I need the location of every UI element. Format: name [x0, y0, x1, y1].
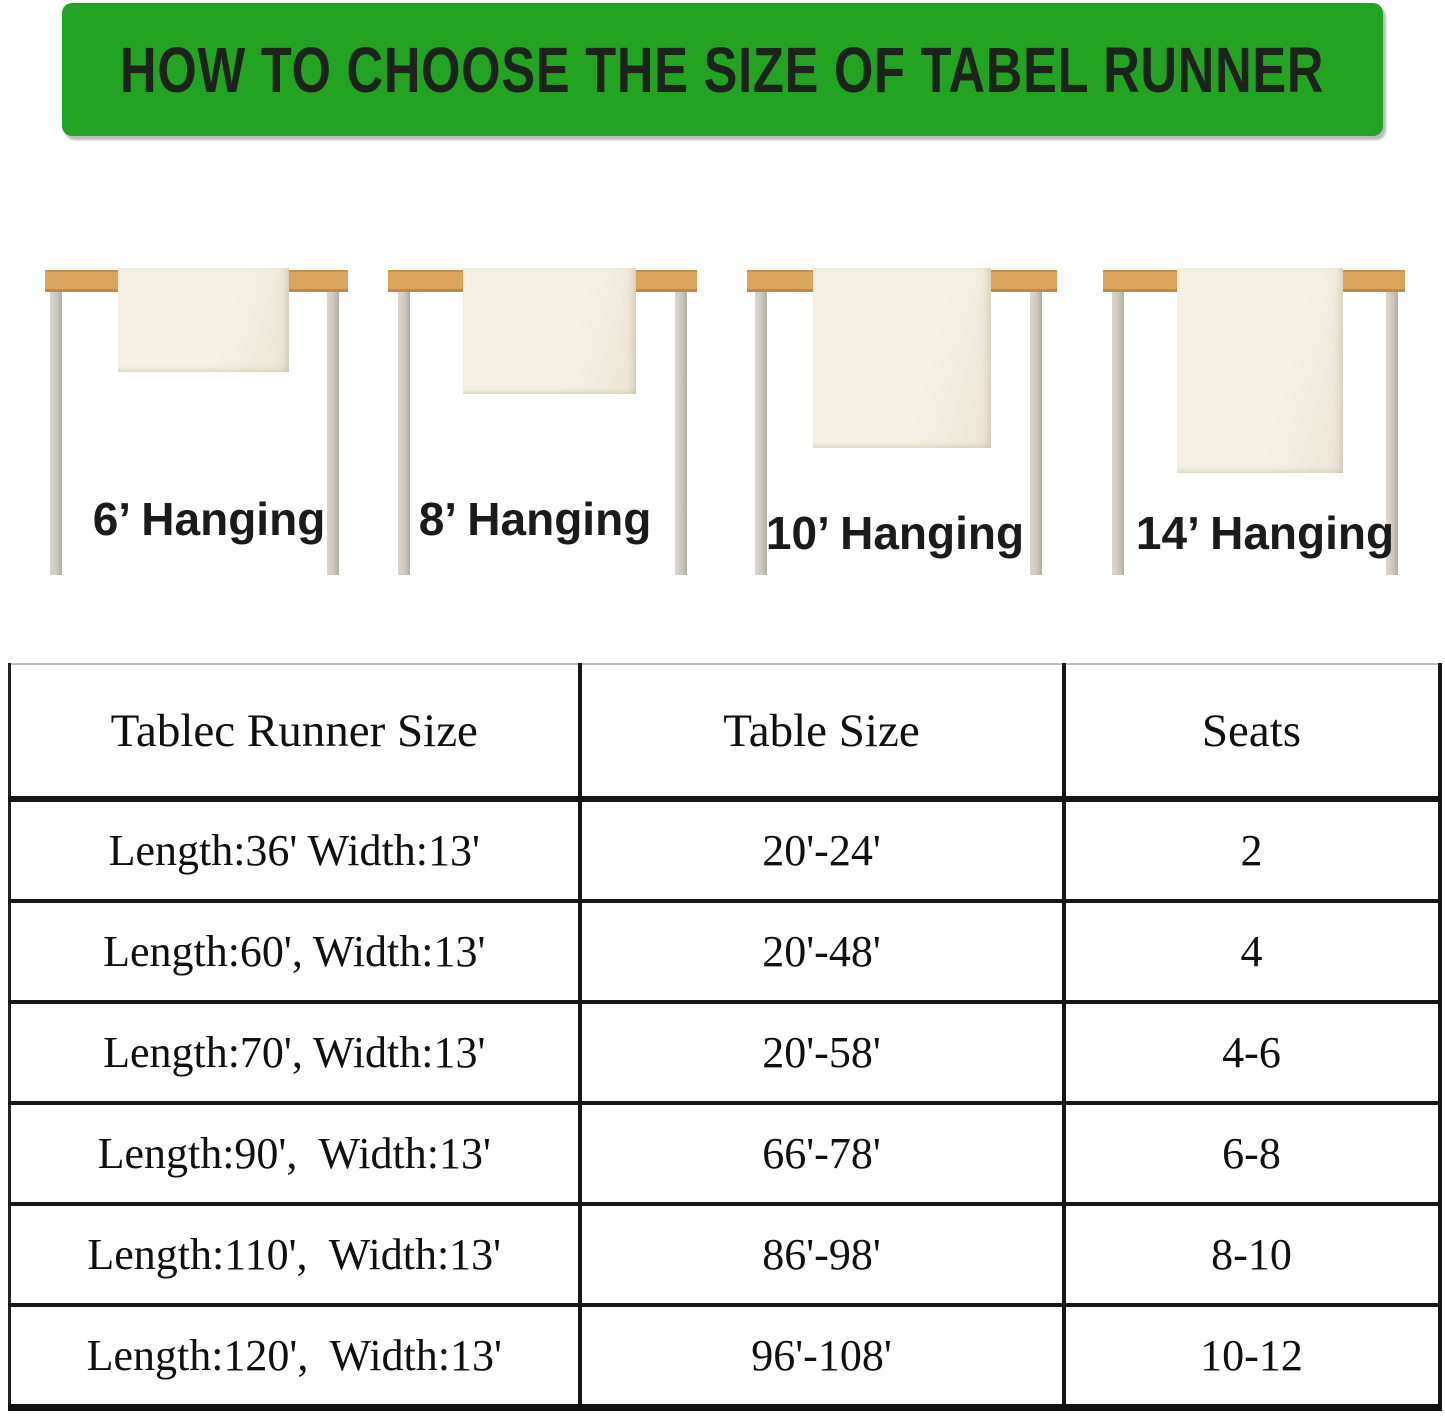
- header-table-size: Table Size: [580, 664, 1064, 799]
- table-row: [10, 901, 1440, 1002]
- cell-runner-size: Length:70', Width:13': [10, 1002, 580, 1103]
- cell-table-size: 66'-78': [580, 1103, 1064, 1204]
- hanging-length-label: 14’ Hanging: [1135, 507, 1395, 559]
- hanging-length-label: 10’ Hanging: [765, 507, 1025, 559]
- table-row: [10, 1204, 1440, 1305]
- header-runner-size: Tablec Runner Size: [10, 664, 580, 799]
- cell-seats: 8-10: [1064, 1204, 1440, 1305]
- header-row: [10, 664, 1440, 799]
- cell-runner-size: Length:60', Width:13': [10, 901, 580, 1002]
- cell-seats: 6-8: [1064, 1103, 1440, 1204]
- table-runner-drape: [1177, 268, 1343, 473]
- header-seats: Seats: [1064, 664, 1440, 799]
- table-row: [10, 1103, 1440, 1204]
- table-illustration-6ft: [45, 268, 348, 578]
- cell-seats: 4: [1064, 901, 1440, 1002]
- cell-table-size: 20'-48': [580, 901, 1064, 1002]
- table-leg-left: [1112, 292, 1124, 575]
- cell-table-size: 20'-58': [580, 1002, 1064, 1103]
- cell-table-size: 86'-98': [580, 1204, 1064, 1305]
- table-leg-right: [327, 292, 339, 575]
- table-leg-right: [1030, 292, 1042, 575]
- cell-runner-size: Length:120', Width:13': [10, 1305, 580, 1408]
- title-banner: [62, 3, 1383, 136]
- table-runner-drape: [118, 268, 289, 372]
- table-leg-right: [675, 292, 687, 575]
- table-illustration-14ft: [1103, 268, 1405, 578]
- table-runner-drape: [813, 268, 991, 448]
- cell-table-size: 96'-108': [580, 1305, 1064, 1408]
- cell-table-size: 20'-24': [580, 799, 1064, 901]
- hanging-length-label: 6’ Hanging: [92, 493, 326, 545]
- cell-runner-size: Length:36' Width:13': [10, 799, 580, 901]
- table-illustration-8ft: [388, 268, 697, 578]
- size-guide-table: [8, 663, 1438, 1411]
- table-row: [10, 1305, 1440, 1408]
- cell-seats: 2: [1064, 799, 1440, 901]
- table-illustration-10ft: [747, 268, 1057, 578]
- table-leg-left: [50, 292, 62, 575]
- cell-seats: 4-6: [1064, 1002, 1440, 1103]
- table-runner-drape: [463, 268, 636, 394]
- hanging-length-label: 8’ Hanging: [418, 493, 652, 545]
- cell-runner-size: Length:110', Width:13': [10, 1204, 580, 1305]
- table-leg-left: [398, 292, 410, 575]
- cell-seats: 10-12: [1064, 1305, 1440, 1408]
- table-row: [10, 799, 1440, 901]
- page-title: HOW TO CHOOSE THE SIZE OF TABEL RUNNER: [120, 33, 1325, 106]
- table-row: [10, 1002, 1440, 1103]
- cell-runner-size: Length:90', Width:13': [10, 1103, 580, 1204]
